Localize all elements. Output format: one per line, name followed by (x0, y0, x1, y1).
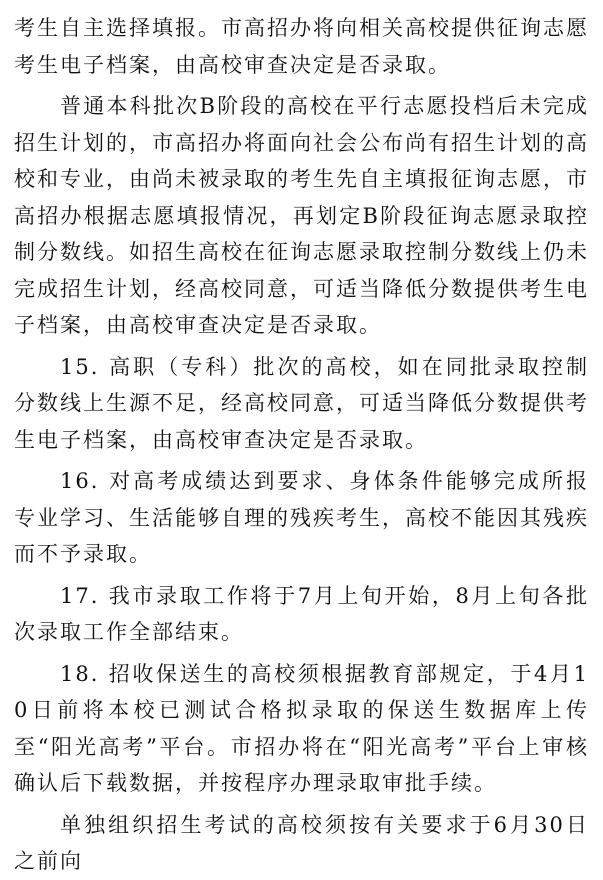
paragraph-b-stage-consultation: 普通本科批次B阶段的高校在平行志愿投档后未完成招生计划的，市高招办将面向社会公布尚有招生计划的高校和专业，由尚未被录取的考生先自主填报征询志愿，市高招办根据志愿填报情况，再划定B阶段征询志愿录取控制分数线。如招生高校在征询志愿录取控制分数线上仍未完成招生计划，经高校同意，可适当降低分数提供考生电子档案，由高校审查决定是否录取。 (14, 94, 589, 337)
paragraph-item-17: 17. 我市录取工作将于7月上旬开始，8月上旬各批次录取工作全部结束。 (14, 583, 589, 644)
paragraph-continuation: 考生自主选择填报。市高招办将向相关高校提供征询志愿考生电子档案，由高校审查决定是否录取。 (14, 16, 589, 77)
paragraph-item-18: 18. 招收保送生的高校须根据教育部规定，于4月10日前将本校已测试合格拟录取的保送生数据库上传至“阳光高考”平台。市招办将在“阳光高考”平台上审核确认后下载数据，并按程序办理录取审批手续。 (14, 661, 589, 795)
paragraph-item-15: 15. 高职（专科）批次的高校，如在同批录取控制分数线上生源不足，经高校同意，可适当降低分数提供考生电子档案，由高校审查决定是否录取。 (14, 354, 589, 452)
paragraph-item-16: 16. 对高考成绩达到要求、身体条件能够完成所报专业学习、生活能够自理的残疾考生，高校不能因其残疾而不予录取。 (14, 469, 589, 566)
paragraph-independent-exam: 单独组织招生考试的高校须按有关要求于6月30日之前向 (14, 812, 589, 873)
